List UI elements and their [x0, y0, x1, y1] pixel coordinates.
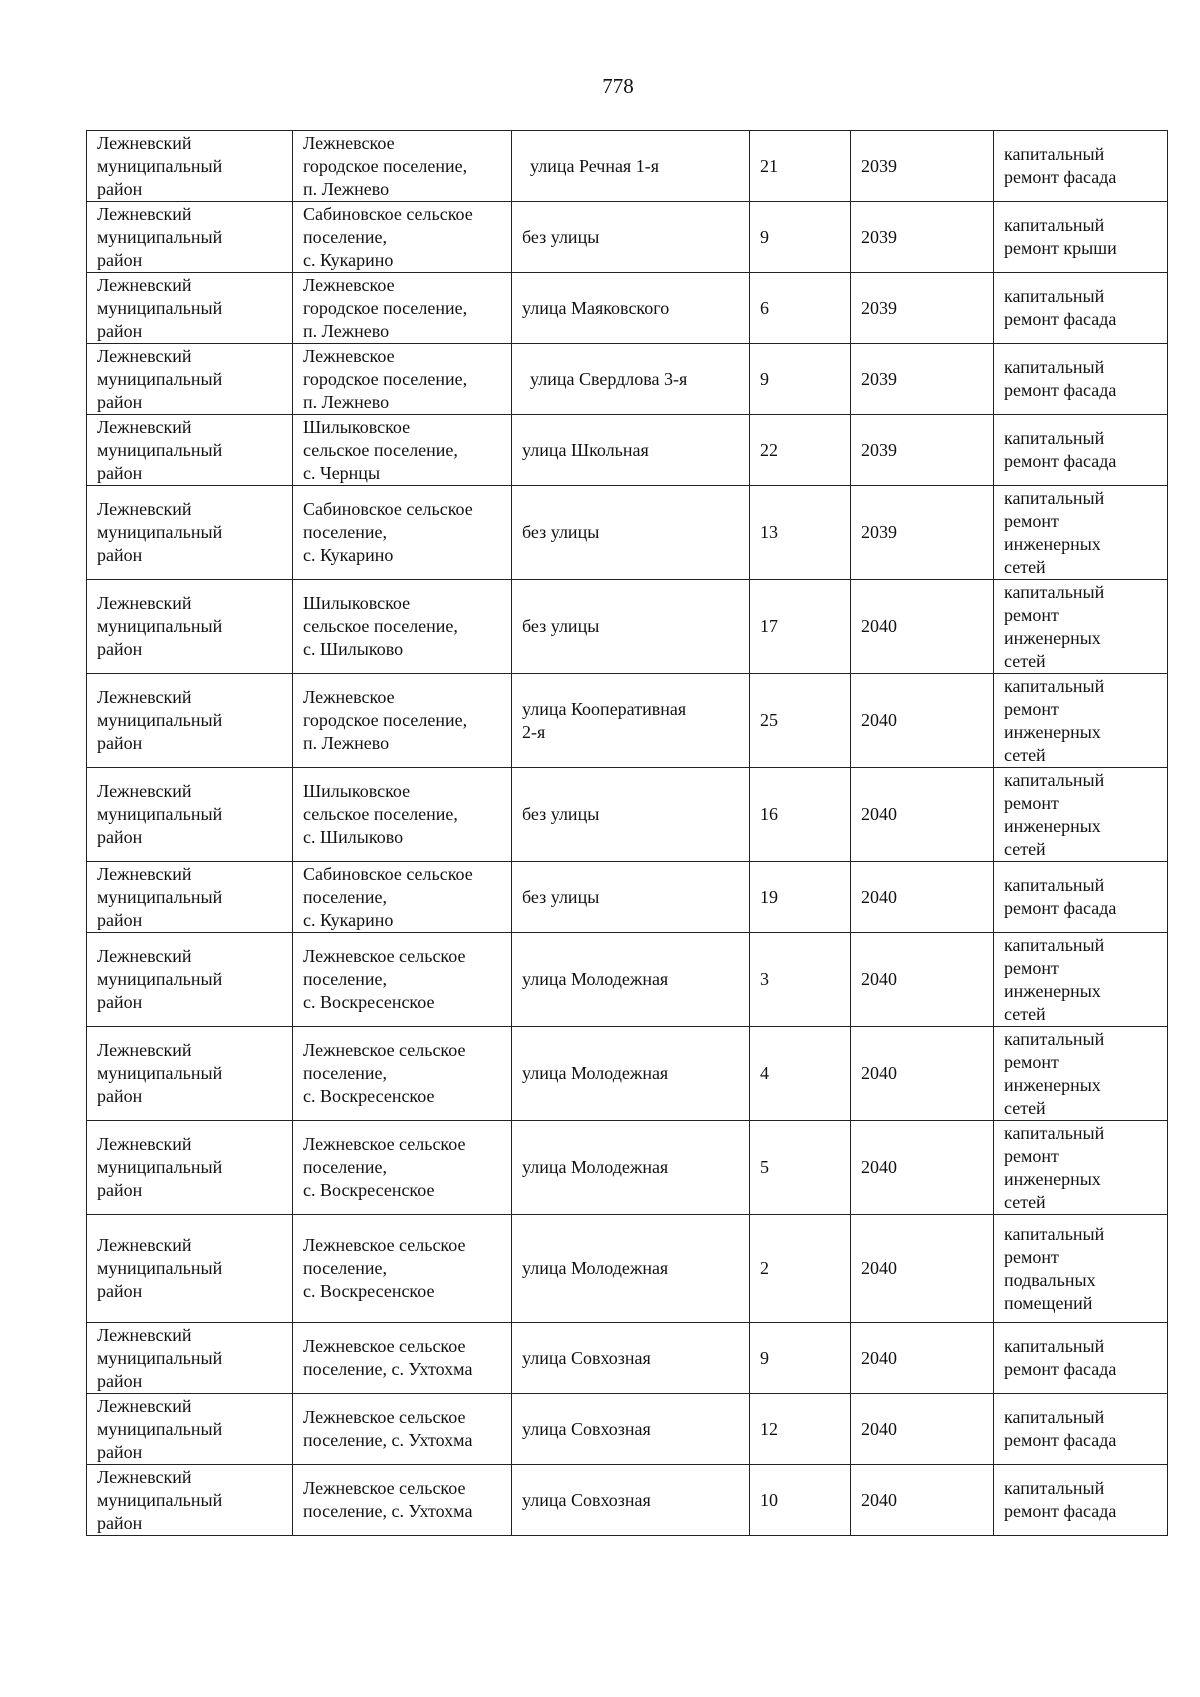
year-cell: 2039: [851, 415, 994, 486]
work-type-cell: капитальный ремонт инженерных сетей: [994, 486, 1168, 580]
street-cell: без улицы: [512, 580, 750, 674]
work-type-cell: капитальный ремонт фасада: [994, 1323, 1168, 1394]
house-number-cell: 19: [750, 862, 851, 933]
house-number-cell: 3: [750, 933, 851, 1027]
house-number-cell: 9: [750, 344, 851, 415]
work-type-cell: капитальный ремонт фасада: [994, 415, 1168, 486]
work-type-cell: капитальный ремонт инженерных сетей: [994, 933, 1168, 1027]
table-row: [87, 1465, 1168, 1536]
house-number-cell: 6: [750, 273, 851, 344]
table-row: [87, 1323, 1168, 1394]
year-cell: 2040: [851, 1215, 994, 1323]
table-row: [87, 933, 1168, 1027]
table-row: [87, 1027, 1168, 1121]
street-cell: улица Совхозная: [512, 1323, 750, 1394]
year-cell: 2039: [851, 202, 994, 273]
settlement-cell: Лежневское сельское поселение, с. Воскресенское: [293, 1215, 512, 1323]
settlement-cell: Лежневское городское поселение, п. Лежнево: [293, 273, 512, 344]
district-cell: Лежневский муниципальный район: [87, 768, 293, 862]
table-row: [87, 768, 1168, 862]
work-type-cell: капитальный ремонт фасада: [994, 131, 1168, 202]
table-row: [87, 344, 1168, 415]
settlement-cell: Шилыковское сельское поселение, с. Чернцы: [293, 415, 512, 486]
district-cell: Лежневский муниципальный район: [87, 344, 293, 415]
district-cell: Лежневский муниципальный район: [87, 580, 293, 674]
work-type-cell: капитальный ремонт фасада: [994, 862, 1168, 933]
table-row: [87, 580, 1168, 674]
district-cell: Лежневский муниципальный район: [87, 1121, 293, 1215]
year-cell: 2040: [851, 1394, 994, 1465]
street-cell: улица Молодежная: [512, 933, 750, 1027]
house-number-cell: 4: [750, 1027, 851, 1121]
work-type-cell: капитальный ремонт инженерных сетей: [994, 1027, 1168, 1121]
settlement-cell: Лежневское сельское поселение, с. Ухтохма: [293, 1465, 512, 1536]
table-row: [87, 674, 1168, 768]
year-cell: 2040: [851, 674, 994, 768]
year-cell: 2040: [851, 933, 994, 1027]
district-cell: Лежневский муниципальный район: [87, 415, 293, 486]
house-number-cell: 21: [750, 131, 851, 202]
work-type-cell: капитальный ремонт инженерных сетей: [994, 674, 1168, 768]
house-number-cell: 2: [750, 1215, 851, 1323]
street-cell: улица Молодежная: [512, 1027, 750, 1121]
table-row: [87, 486, 1168, 580]
work-type-cell: капитальный ремонт крыши: [994, 202, 1168, 273]
settlement-cell: Лежневское сельское поселение, с. Воскресенское: [293, 1121, 512, 1215]
year-cell: 2039: [851, 344, 994, 415]
street-cell: улица Школьная: [512, 415, 750, 486]
district-cell: Лежневский муниципальный район: [87, 674, 293, 768]
street-cell: без улицы: [512, 768, 750, 862]
district-cell: Лежневский муниципальный район: [87, 1465, 293, 1536]
house-number-cell: 13: [750, 486, 851, 580]
district-cell: Лежневский муниципальный район: [87, 1323, 293, 1394]
street-cell: улица Молодежная: [512, 1121, 750, 1215]
work-type-cell: капитальный ремонт инженерных сетей: [994, 580, 1168, 674]
settlement-cell: Сабиновское сельское поселение, с. Кукарино: [293, 486, 512, 580]
work-type-cell: капитальный ремонт подвальных помещений: [994, 1215, 1168, 1323]
street-cell: улица Совхозная: [512, 1394, 750, 1465]
settlement-cell: Лежневское городское поселение, п. Лежнево: [293, 131, 512, 202]
street-cell: улица Совхозная: [512, 1465, 750, 1536]
year-cell: 2040: [851, 1465, 994, 1536]
year-cell: 2040: [851, 768, 994, 862]
street-cell: без улицы: [512, 486, 750, 580]
district-cell: Лежневский муниципальный район: [87, 486, 293, 580]
year-cell: 2039: [851, 131, 994, 202]
street-cell: улица Кооперативная 2-я: [512, 674, 750, 768]
work-type-cell: капитальный ремонт фасада: [994, 273, 1168, 344]
settlement-cell: Лежневское сельское поселение, с. Ухтохма: [293, 1394, 512, 1465]
settlement-cell: Лежневское сельское поселение, с. Ухтохма: [293, 1323, 512, 1394]
year-cell: 2039: [851, 486, 994, 580]
table-row: [87, 862, 1168, 933]
table-row: [87, 1121, 1168, 1215]
street-cell: улица Молодежная: [512, 1215, 750, 1323]
table-row: [87, 273, 1168, 344]
house-number-cell: 9: [750, 1323, 851, 1394]
repair-schedule-table: [86, 130, 1168, 1536]
settlement-cell: Шилыковское сельское поселение, с. Шилыково: [293, 768, 512, 862]
year-cell: 2039: [851, 273, 994, 344]
settlement-cell: Лежневское сельское поселение, с. Воскресенское: [293, 933, 512, 1027]
work-type-cell: капитальный ремонт инженерных сетей: [994, 1121, 1168, 1215]
street-cell: улица Речная 1-я: [512, 131, 750, 202]
table-row: [87, 202, 1168, 273]
work-type-cell: капитальный ремонт инженерных сетей: [994, 768, 1168, 862]
street-cell: улица Маяковского: [512, 273, 750, 344]
year-cell: 2040: [851, 1027, 994, 1121]
settlement-cell: Лежневское городское поселение, п. Лежнево: [293, 344, 512, 415]
table-row: [87, 1394, 1168, 1465]
district-cell: Лежневский муниципальный район: [87, 273, 293, 344]
work-type-cell: капитальный ремонт фасада: [994, 1465, 1168, 1536]
district-cell: Лежневский муниципальный район: [87, 862, 293, 933]
house-number-cell: 16: [750, 768, 851, 862]
year-cell: 2040: [851, 580, 994, 674]
settlement-cell: Лежневское городское поселение, п. Лежнево: [293, 674, 512, 768]
house-number-cell: 22: [750, 415, 851, 486]
table-row: [87, 1215, 1168, 1323]
district-cell: Лежневский муниципальный район: [87, 1215, 293, 1323]
page-number: 778: [602, 74, 634, 98]
settlement-cell: Сабиновское сельское поселение, с. Кукарино: [293, 862, 512, 933]
street-cell: улица Свердлова 3-я: [512, 344, 750, 415]
table-row: [87, 131, 1168, 202]
year-cell: 2040: [851, 1121, 994, 1215]
house-number-cell: 17: [750, 580, 851, 674]
year-cell: 2040: [851, 862, 994, 933]
house-number-cell: 25: [750, 674, 851, 768]
district-cell: Лежневский муниципальный район: [87, 1394, 293, 1465]
work-type-cell: капитальный ремонт фасада: [994, 344, 1168, 415]
year-cell: 2040: [851, 1323, 994, 1394]
house-number-cell: 10: [750, 1465, 851, 1536]
street-cell: без улицы: [512, 202, 750, 273]
district-cell: Лежневский муниципальный район: [87, 1027, 293, 1121]
work-type-cell: капитальный ремонт фасада: [994, 1394, 1168, 1465]
settlement-cell: Лежневское сельское поселение, с. Воскресенское: [293, 1027, 512, 1121]
district-cell: Лежневский муниципальный район: [87, 933, 293, 1027]
street-cell: без улицы: [512, 862, 750, 933]
district-cell: Лежневский муниципальный район: [87, 202, 293, 273]
house-number-cell: 12: [750, 1394, 851, 1465]
settlement-cell: Шилыковское сельское поселение, с. Шилыково: [293, 580, 512, 674]
house-number-cell: 5: [750, 1121, 851, 1215]
settlement-cell: Сабиновское сельское поселение, с. Кукарино: [293, 202, 512, 273]
table-row: [87, 415, 1168, 486]
house-number-cell: 9: [750, 202, 851, 273]
district-cell: Лежневский муниципальный район: [87, 131, 293, 202]
